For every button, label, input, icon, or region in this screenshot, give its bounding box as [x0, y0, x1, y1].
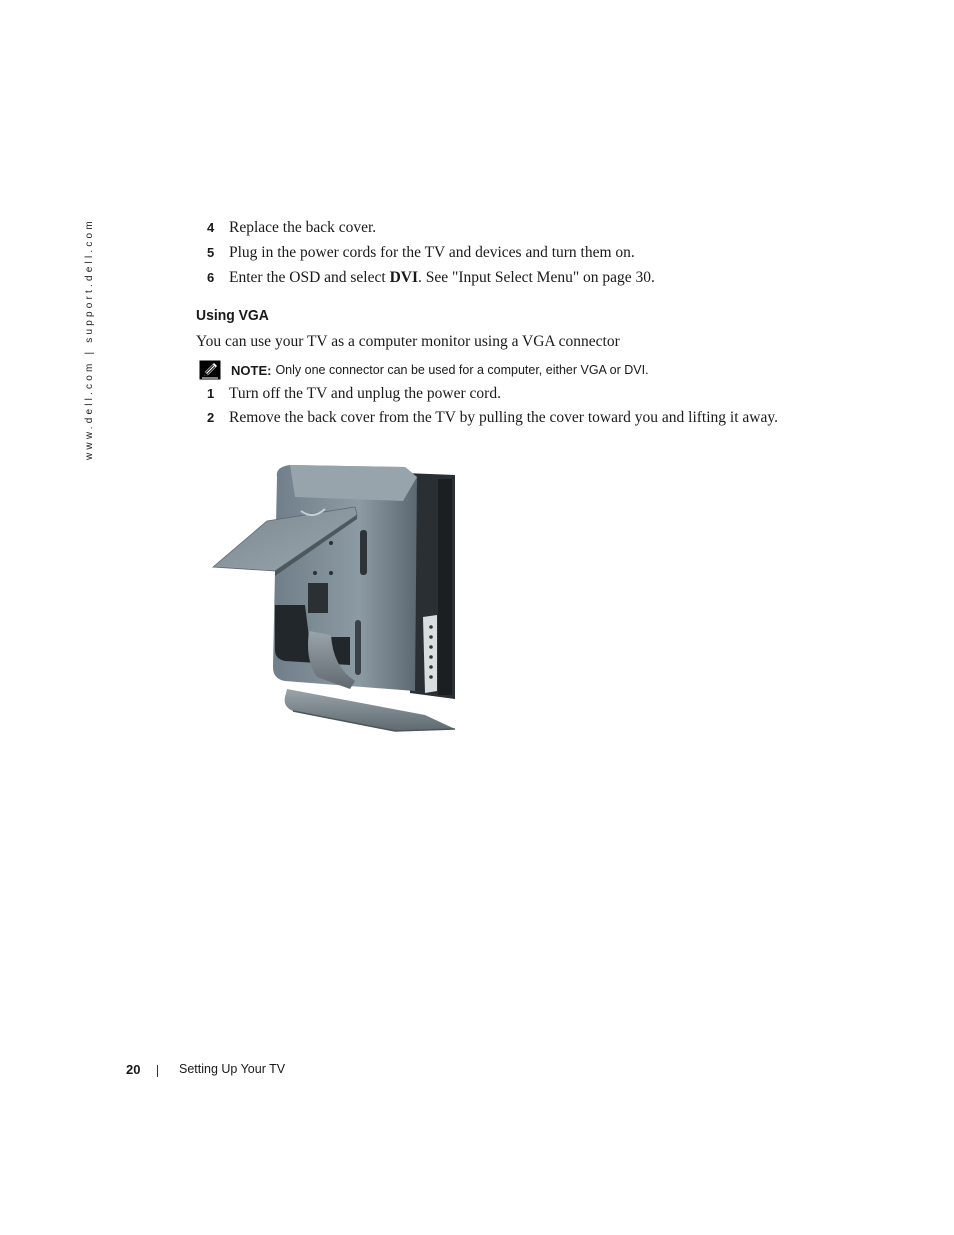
step-text: Turn off the TV and unplug the power cord.: [229, 385, 501, 402]
step-2: [207, 409, 778, 427]
page-footer: [0, 1062, 954, 1082]
section-heading: Using VGA: [196, 307, 269, 324]
step-5: [207, 244, 635, 262]
step-text: Remove the back cover from the TV by pulling the cover toward you and lifting it away.: [229, 409, 778, 426]
step-number: 5: [207, 245, 215, 260]
section-intro: You can use your TV as a computer monitor using a VGA connector: [196, 333, 620, 350]
step-number: 4: [207, 220, 215, 235]
step-1: [207, 385, 501, 403]
note: [199, 360, 649, 380]
sidebar-url: www.dell.com | support.dell.com: [84, 218, 95, 460]
step-text-after: . See "Input Select Menu" on page 30.: [417, 269, 655, 286]
pencil-note-icon: [199, 360, 221, 380]
footer-section-title: Setting Up Your TV: [179, 1062, 286, 1076]
step-number: 1: [207, 386, 215, 401]
page-number: 20: [126, 1062, 141, 1077]
step-number: 2: [207, 410, 215, 425]
step-text: Replace the back cover.: [229, 219, 377, 236]
footer-separator: [157, 1065, 158, 1077]
step-4: [207, 219, 376, 237]
note-label: NOTE:: [231, 362, 272, 378]
tv-back-cover-illustration: [205, 455, 467, 740]
step-text: Plug in the power cords for the TV and devices and turn them on.: [229, 244, 635, 261]
note-text: Only one connector can be used for a computer, either VGA or DVI.: [275, 363, 649, 377]
step-number: 6: [207, 270, 215, 285]
step-6: [207, 269, 655, 287]
step-text-before: Enter the OSD and select: [229, 269, 390, 286]
step-text-bold: DVI: [389, 269, 418, 286]
